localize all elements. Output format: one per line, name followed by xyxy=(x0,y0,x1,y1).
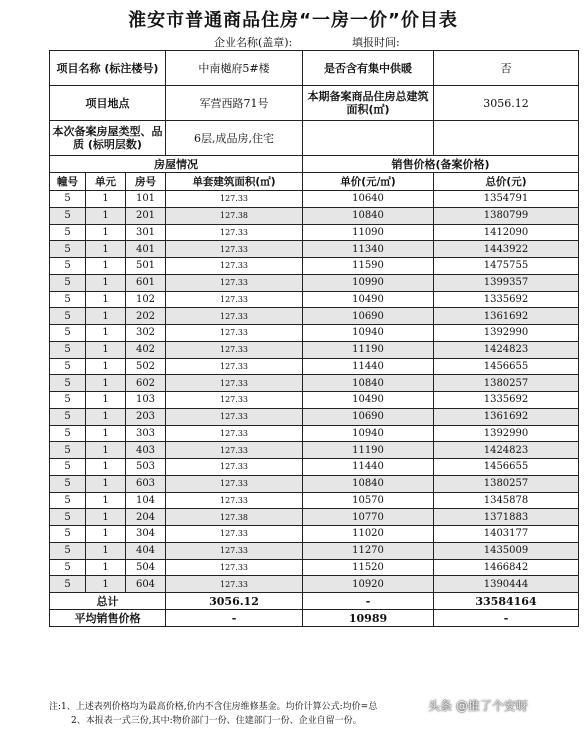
table-row xyxy=(50,341,579,358)
cell-area: 127.33 xyxy=(166,392,303,409)
location-value: 军营西路71号 xyxy=(166,86,303,121)
cell-area: 127.33 xyxy=(166,258,303,275)
cell-room: 303 xyxy=(126,425,166,442)
cell-total-price: 1403177 xyxy=(434,526,579,543)
cell-room: 104 xyxy=(126,492,166,509)
cell-room: 202 xyxy=(126,308,166,325)
cell-unit-price: 10490 xyxy=(303,392,434,409)
section-header-row xyxy=(50,156,579,173)
cell-area: 127.33 xyxy=(166,375,303,392)
cell-unit-price: 11020 xyxy=(303,526,434,543)
cell-area: 127.33 xyxy=(166,459,303,476)
cell-unit: 1 xyxy=(86,191,126,208)
cell-area: 127.33 xyxy=(166,559,303,576)
cell-unit-price: 11440 xyxy=(303,459,434,476)
watermark: 头条 @推了个安呀 xyxy=(428,699,528,713)
cell-area: 127.33 xyxy=(166,274,303,291)
cell-unit: 1 xyxy=(86,392,126,409)
cell-total-price: 1354791 xyxy=(434,191,579,208)
cell-unit-price: 11270 xyxy=(303,542,434,559)
cell-room: 602 xyxy=(126,375,166,392)
col-unit: 单元 xyxy=(86,173,126,191)
cell-unit-price: 11590 xyxy=(303,258,434,275)
cell-unit: 1 xyxy=(86,542,126,559)
table-row xyxy=(50,224,579,241)
total-area-value: 3056.12 xyxy=(434,86,579,121)
cell-room: 402 xyxy=(126,341,166,358)
cell-unit: 1 xyxy=(86,207,126,224)
cell-area: 127.33 xyxy=(166,191,303,208)
table-row xyxy=(50,375,579,392)
cell-unit-price: 11340 xyxy=(303,241,434,258)
cell-area: 127.33 xyxy=(166,224,303,241)
cell-unit: 1 xyxy=(86,224,126,241)
cell-total-price: 1390444 xyxy=(434,576,579,593)
empty-cell xyxy=(434,121,579,156)
cell-unit: 1 xyxy=(86,258,126,275)
col-building: 幢号 xyxy=(50,173,86,191)
table-row xyxy=(50,425,579,442)
cell-unit-price: 11190 xyxy=(303,442,434,459)
cell-unit-price: 10690 xyxy=(303,308,434,325)
cell-room: 504 xyxy=(126,559,166,576)
table-row xyxy=(50,509,579,526)
cell-unit-price: 10840 xyxy=(303,475,434,492)
cell-building: 5 xyxy=(50,425,86,442)
cell-room: 502 xyxy=(126,358,166,375)
cell-total-price: 1380799 xyxy=(434,207,579,224)
cell-total-price: 1424823 xyxy=(434,341,579,358)
cell-unit-price: 10640 xyxy=(303,191,434,208)
cell-room: 301 xyxy=(126,224,166,241)
note-2: 2、本报表一式三份,其中:物价部门一份、住建部门一份、企业自留一份。 xyxy=(71,716,362,726)
col-total-price: 总价(元) xyxy=(434,173,579,191)
cell-total-price: 1380257 xyxy=(434,475,579,492)
cell-room: 302 xyxy=(126,325,166,342)
cell-building: 5 xyxy=(50,224,86,241)
cell-total-price: 1456655 xyxy=(434,459,579,476)
col-room: 房号 xyxy=(126,173,166,191)
col-area: 单套建筑面积(㎡) xyxy=(166,173,303,191)
cell-building: 5 xyxy=(50,526,86,543)
cell-unit-price: 10840 xyxy=(303,207,434,224)
table-row xyxy=(50,392,579,409)
cell-building: 5 xyxy=(50,325,86,342)
cell-room: 401 xyxy=(126,241,166,258)
price-table xyxy=(49,50,579,627)
cell-building: 5 xyxy=(50,241,86,258)
cell-unit-price: 10490 xyxy=(303,291,434,308)
cell-unit-price: 11190 xyxy=(303,341,434,358)
cell-area: 127.33 xyxy=(166,576,303,593)
location-label: 项目地点 xyxy=(50,86,166,121)
cell-unit: 1 xyxy=(86,576,126,593)
cell-unit-price: 10990 xyxy=(303,274,434,291)
cell-total-price: 1335692 xyxy=(434,392,579,409)
cell-room: 603 xyxy=(126,475,166,492)
cell-building: 5 xyxy=(50,291,86,308)
cell-total-price: 1435009 xyxy=(434,542,579,559)
cell-unit-price: 11520 xyxy=(303,559,434,576)
cell-area: 127.33 xyxy=(166,358,303,375)
cell-unit-price: 10940 xyxy=(303,425,434,442)
cell-unit: 1 xyxy=(86,375,126,392)
cell-area: 127.33 xyxy=(166,341,303,358)
section-price: 销售价格(备案价格) xyxy=(303,156,579,173)
project-name-value: 中南樾府5#楼 xyxy=(166,51,303,86)
info-row-2 xyxy=(50,86,579,121)
cell-unit: 1 xyxy=(86,425,126,442)
cell-total-price: 1399357 xyxy=(434,274,579,291)
section-house: 房屋情况 xyxy=(50,156,303,173)
cell-area: 127.33 xyxy=(166,526,303,543)
table-row xyxy=(50,526,579,543)
cell-unit: 1 xyxy=(86,308,126,325)
cell-building: 5 xyxy=(50,509,86,526)
cell-building: 5 xyxy=(50,392,86,409)
type-label: 本次备案房屋类型、品质 (标明层数) xyxy=(50,121,166,156)
cell-building: 5 xyxy=(50,308,86,325)
cell-building: 5 xyxy=(50,375,86,392)
cell-total-price: 1392990 xyxy=(434,425,579,442)
cell-room: 403 xyxy=(126,442,166,459)
cell-room: 201 xyxy=(126,207,166,224)
cell-room: 102 xyxy=(126,291,166,308)
cell-building: 5 xyxy=(50,442,86,459)
cell-area: 127.33 xyxy=(166,241,303,258)
cell-room: 503 xyxy=(126,459,166,476)
cell-building: 5 xyxy=(50,274,86,291)
cell-unit-price: 10770 xyxy=(303,509,434,526)
cell-unit: 1 xyxy=(86,241,126,258)
cell-unit-price: 10840 xyxy=(303,375,434,392)
note-1: 注:1、上述表列价格均为最高价格,价内不含住房维修基金。均价计算公式:均价=总 xyxy=(49,702,378,712)
cell-area: 127.33 xyxy=(166,325,303,342)
cell-building: 5 xyxy=(50,341,86,358)
cell-area: 127.38 xyxy=(166,207,303,224)
cell-room: 601 xyxy=(126,274,166,291)
cell-total-price: 1380257 xyxy=(434,375,579,392)
cell-unit: 1 xyxy=(86,408,126,425)
cell-building: 5 xyxy=(50,408,86,425)
cell-unit-price: 10940 xyxy=(303,325,434,342)
total-area-label: 本期备案商品住房总建筑面积(㎡) xyxy=(303,86,434,121)
table-row xyxy=(50,241,579,258)
cell-area: 127.33 xyxy=(166,475,303,492)
cell-unit: 1 xyxy=(86,459,126,476)
heating-value: 否 xyxy=(434,51,579,86)
total-area: 3056.12 xyxy=(166,593,303,610)
cell-total-price: 1361692 xyxy=(434,308,579,325)
info-row-1 xyxy=(50,51,579,86)
cell-unit-price: 10690 xyxy=(303,408,434,425)
cell-unit-price: 10920 xyxy=(303,576,434,593)
table-row xyxy=(50,191,579,208)
cell-unit: 1 xyxy=(86,509,126,526)
table-row xyxy=(50,576,579,593)
empty-cell xyxy=(303,121,434,156)
table-row xyxy=(50,542,579,559)
cell-building: 5 xyxy=(50,358,86,375)
cell-unit: 1 xyxy=(86,274,126,291)
cell-unit-price: 11440 xyxy=(303,358,434,375)
cell-building: 5 xyxy=(50,459,86,476)
cell-room: 101 xyxy=(126,191,166,208)
cell-room: 604 xyxy=(126,576,166,593)
column-header-row xyxy=(50,173,579,191)
cell-area: 127.33 xyxy=(166,291,303,308)
cell-building: 5 xyxy=(50,576,86,593)
cell-building: 5 xyxy=(50,191,86,208)
cell-building: 5 xyxy=(50,492,86,509)
table-row xyxy=(50,358,579,375)
table-row xyxy=(50,274,579,291)
average-area: - xyxy=(166,610,303,627)
cell-building: 5 xyxy=(50,258,86,275)
cell-total-price: 1335692 xyxy=(434,291,579,308)
cell-unit-price: 10570 xyxy=(303,492,434,509)
table-row xyxy=(50,559,579,576)
cell-room: 501 xyxy=(126,258,166,275)
cell-room: 103 xyxy=(126,392,166,409)
cell-unit: 1 xyxy=(86,559,126,576)
cell-building: 5 xyxy=(50,559,86,576)
page-title: 淮安市普通商品住房“一房一价”价目表 xyxy=(128,10,458,31)
table-row xyxy=(50,459,579,476)
total-label: 总计 xyxy=(50,593,166,610)
table-row xyxy=(50,207,579,224)
cell-area: 127.33 xyxy=(166,442,303,459)
cell-area: 127.38 xyxy=(166,509,303,526)
table-row xyxy=(50,475,579,492)
cell-building: 5 xyxy=(50,475,86,492)
cell-total-price: 1345878 xyxy=(434,492,579,509)
table-row xyxy=(50,325,579,342)
cell-total-price: 1361692 xyxy=(434,408,579,425)
table-row xyxy=(50,291,579,308)
heating-label: 是否含有集中供暖 xyxy=(303,51,434,86)
total-price: 33584164 xyxy=(434,593,579,610)
cell-total-price: 1456655 xyxy=(434,358,579,375)
date-label: 填报时间: xyxy=(352,36,400,49)
cell-unit-price: 11090 xyxy=(303,224,434,241)
table-row xyxy=(50,492,579,509)
cell-room: 204 xyxy=(126,509,166,526)
cell-unit: 1 xyxy=(86,492,126,509)
cell-unit: 1 xyxy=(86,442,126,459)
table-row xyxy=(50,258,579,275)
cell-total-price: 1443922 xyxy=(434,241,579,258)
average-label: 平均销售价格 xyxy=(50,610,166,627)
cell-building: 5 xyxy=(50,542,86,559)
cell-area: 127.33 xyxy=(166,408,303,425)
cell-area: 127.33 xyxy=(166,542,303,559)
col-unit-price: 单价(元/㎡) xyxy=(303,173,434,191)
info-row-3 xyxy=(50,121,579,156)
average-unit-price: 10989 xyxy=(303,610,434,627)
cell-total-price: 1392990 xyxy=(434,325,579,342)
cell-room: 203 xyxy=(126,408,166,425)
cell-total-price: 1475755 xyxy=(434,258,579,275)
cell-total-price: 1466842 xyxy=(434,559,579,576)
total-unit-price: - xyxy=(303,593,434,610)
cell-total-price: 1371883 xyxy=(434,509,579,526)
cell-total-price: 1424823 xyxy=(434,442,579,459)
average-total: - xyxy=(434,610,579,627)
type-value: 6层,成品房,住宅 xyxy=(166,121,303,156)
table-row xyxy=(50,442,579,459)
average-row xyxy=(50,610,579,627)
cell-area: 127.33 xyxy=(166,308,303,325)
cell-unit: 1 xyxy=(86,291,126,308)
cell-unit: 1 xyxy=(86,526,126,543)
company-label: 企业名称(盖章): xyxy=(214,36,293,49)
cell-unit: 1 xyxy=(86,325,126,342)
cell-building: 5 xyxy=(50,207,86,224)
cell-room: 404 xyxy=(126,542,166,559)
project-name-label: 项目名称 (标注楼号) xyxy=(50,51,166,86)
cell-room: 304 xyxy=(126,526,166,543)
cell-unit: 1 xyxy=(86,358,126,375)
table-row xyxy=(50,308,579,325)
total-row xyxy=(50,593,579,610)
cell-unit: 1 xyxy=(86,475,126,492)
cell-total-price: 1412090 xyxy=(434,224,579,241)
table-row xyxy=(50,408,579,425)
cell-area: 127.33 xyxy=(166,425,303,442)
cell-area: 127.33 xyxy=(166,492,303,509)
cell-unit: 1 xyxy=(86,341,126,358)
